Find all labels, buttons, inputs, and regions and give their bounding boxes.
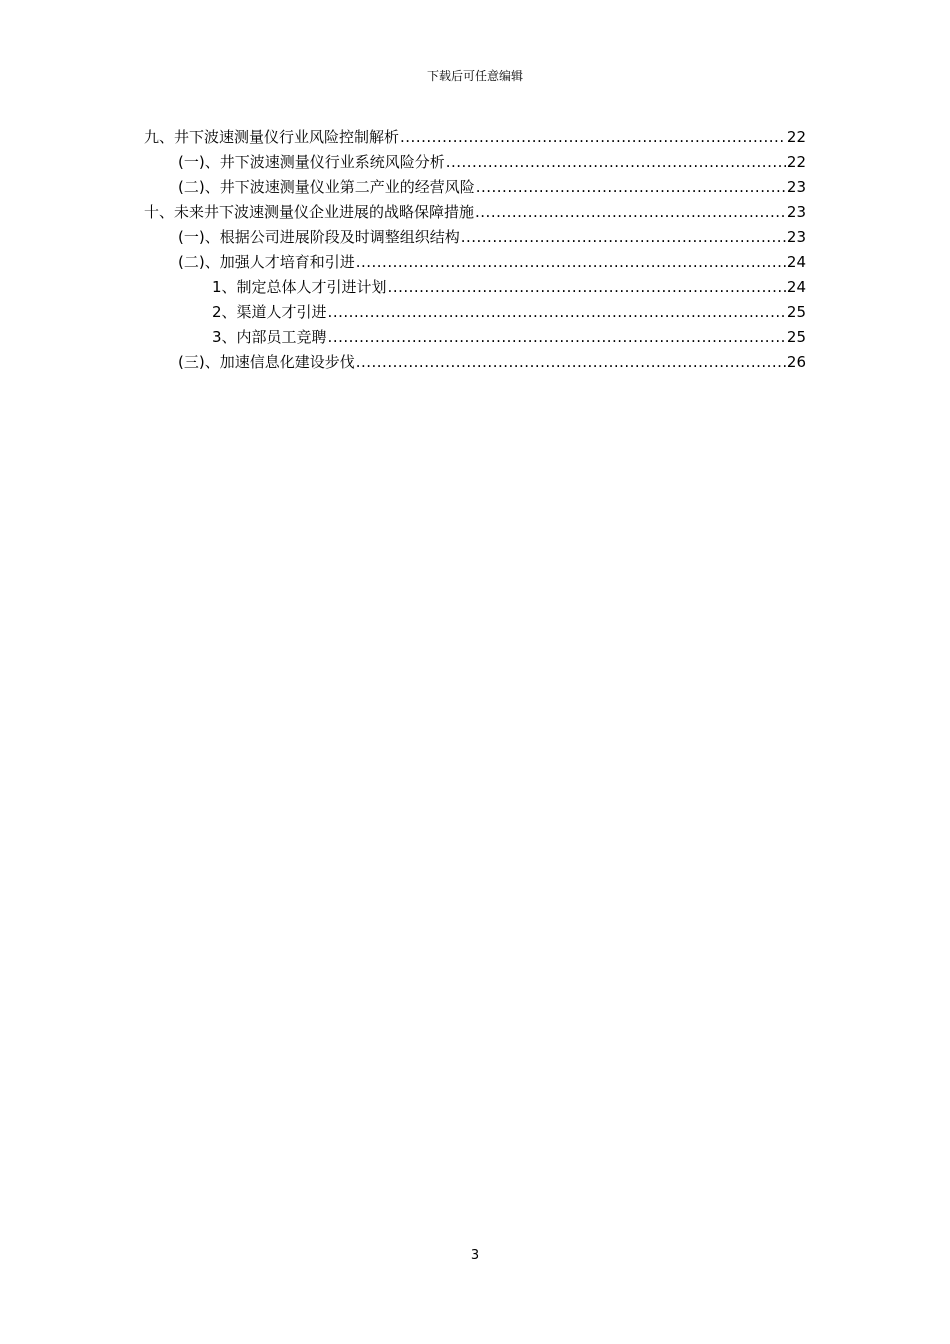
toc-dot-leader <box>388 275 786 300</box>
toc-dot-leader <box>461 225 786 250</box>
page-header: 下载后可任意编辑 <box>426 69 523 83</box>
toc-entry[interactable] <box>144 300 806 325</box>
toc-entry[interactable] <box>144 175 806 200</box>
toc-entry-page: 23 <box>786 178 806 196</box>
toc-entry-page: 22 <box>786 153 806 171</box>
toc-entry-page: 24 <box>786 253 806 271</box>
toc-entry-page: 26 <box>786 353 806 371</box>
toc-entry[interactable] <box>144 325 806 350</box>
toc-entry-page: 25 <box>786 328 806 346</box>
toc-entry-title: (三)、加速信息化建设步伐 <box>178 353 355 371</box>
toc-dot-leader <box>400 125 786 150</box>
toc-entry-title: (一)、井下波速测量仪行业系统风险分析 <box>178 153 445 171</box>
toc-entry-page: 22 <box>786 128 806 146</box>
toc-entry-title: (二)、加强人才培育和引进 <box>178 253 355 271</box>
toc-entry-title: (二)、井下波速测量仪业第二产业的经营风险 <box>178 178 475 196</box>
toc-entry[interactable] <box>144 350 806 375</box>
toc-entry-title: 3、内部员工竞聘 <box>212 328 327 346</box>
toc-entry-title: 2、渠道人才引进 <box>212 303 327 321</box>
toc-entry-page: 23 <box>786 228 806 246</box>
toc-dot-leader <box>356 250 786 275</box>
toc-dot-leader <box>356 350 786 375</box>
toc-dot-leader <box>328 325 786 350</box>
toc-entry-page: 24 <box>786 278 806 296</box>
toc-entry[interactable] <box>144 125 806 150</box>
toc-entry-page: 25 <box>786 303 806 321</box>
toc-dot-leader <box>328 300 786 325</box>
page-number: 3 <box>470 1248 480 1263</box>
toc-entry[interactable] <box>144 150 806 175</box>
toc-dot-leader <box>476 175 786 200</box>
toc-entry-title: (一)、根据公司进展阶段及时调整组织结构 <box>178 228 460 246</box>
table-of-contents <box>144 125 806 375</box>
toc-entry-page: 23 <box>786 203 806 221</box>
toc-entry[interactable] <box>144 225 806 250</box>
toc-entry-title: 九、井下波速测量仪行业风险控制解析 <box>144 128 400 146</box>
toc-dot-leader <box>475 200 786 225</box>
toc-entry[interactable] <box>144 275 806 300</box>
toc-entry[interactable] <box>144 200 806 225</box>
toc-entry[interactable] <box>144 250 806 275</box>
toc-entry-title: 十、未来井下波速测量仪企业进展的战略保障措施 <box>144 203 475 221</box>
toc-dot-leader <box>446 150 786 175</box>
toc-entry-title: 1、制定总体人才引进计划 <box>212 278 387 296</box>
